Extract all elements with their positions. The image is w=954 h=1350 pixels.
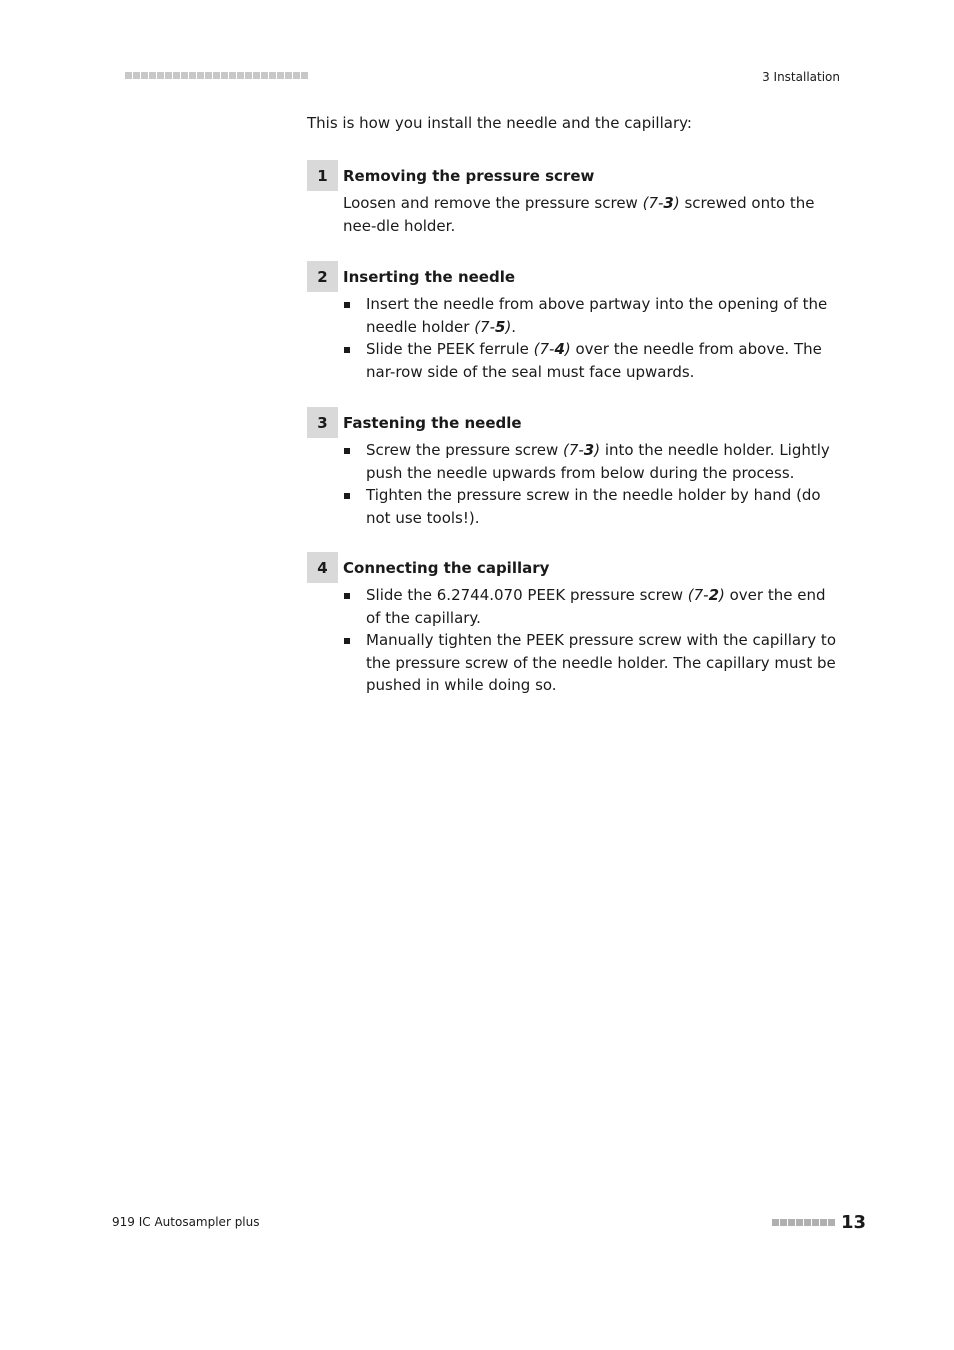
step-number: 3 xyxy=(307,407,338,438)
chapter-title: 3 Installation xyxy=(762,70,840,84)
figure-reference: (7-3) xyxy=(642,194,680,212)
page-number: 13 xyxy=(840,1212,866,1233)
list-item: Screw the pressure screw (7-3) into the needle holder. Lightly push the needle upwards from below during the process. xyxy=(343,439,840,484)
step-title: Inserting the needle xyxy=(343,267,516,286)
step-title: Connecting the capillary xyxy=(343,558,550,577)
step-number: 4 xyxy=(307,552,338,583)
list-item: Insert the needle from above partway into the opening of the needle holder (7-5). xyxy=(343,293,840,338)
list-item: Slide the 6.2744.070 PEEK pressure screw (7-2) over the end of the capillary. xyxy=(343,584,840,629)
step-1 xyxy=(307,160,840,237)
step-title: Fastening the needle xyxy=(343,413,522,432)
footer-decoration xyxy=(772,1219,835,1226)
product-name: 919 IC Autosampler plus xyxy=(112,1215,260,1229)
step-number: 1 xyxy=(307,160,338,191)
step-4 xyxy=(307,552,840,697)
step-2 xyxy=(307,261,840,383)
step-title: Removing the pressure screw xyxy=(343,166,595,185)
figure-reference: (7-5) xyxy=(474,317,512,336)
step-3 xyxy=(307,407,840,529)
intro-text: This is how you install the needle and the capillary: xyxy=(307,114,692,132)
header-decoration xyxy=(125,72,308,79)
figure-reference: (7-3) xyxy=(562,441,601,459)
list-item: Slide the PEEK ferrule (7-4) over the needle from above. The nar-row side of the seal must face upwards. xyxy=(343,338,840,383)
list-item: Tighten the pressure screw in the needle holder by hand (do not use tools!). xyxy=(343,484,840,529)
step-paragraph: Loosen and remove the pressure screw (7-3) screwed onto the nee-dle holder. xyxy=(343,194,815,235)
figure-reference: (7-2) xyxy=(687,586,725,604)
step-number: 2 xyxy=(307,261,338,292)
figure-reference: (7-4) xyxy=(533,340,571,358)
page-footer xyxy=(772,1212,866,1233)
list-item: Manually tighten the PEEK pressure screw with the capillary to the pressure screw of the needle holder. The capillary must be pushed in while doing so. xyxy=(343,629,840,697)
